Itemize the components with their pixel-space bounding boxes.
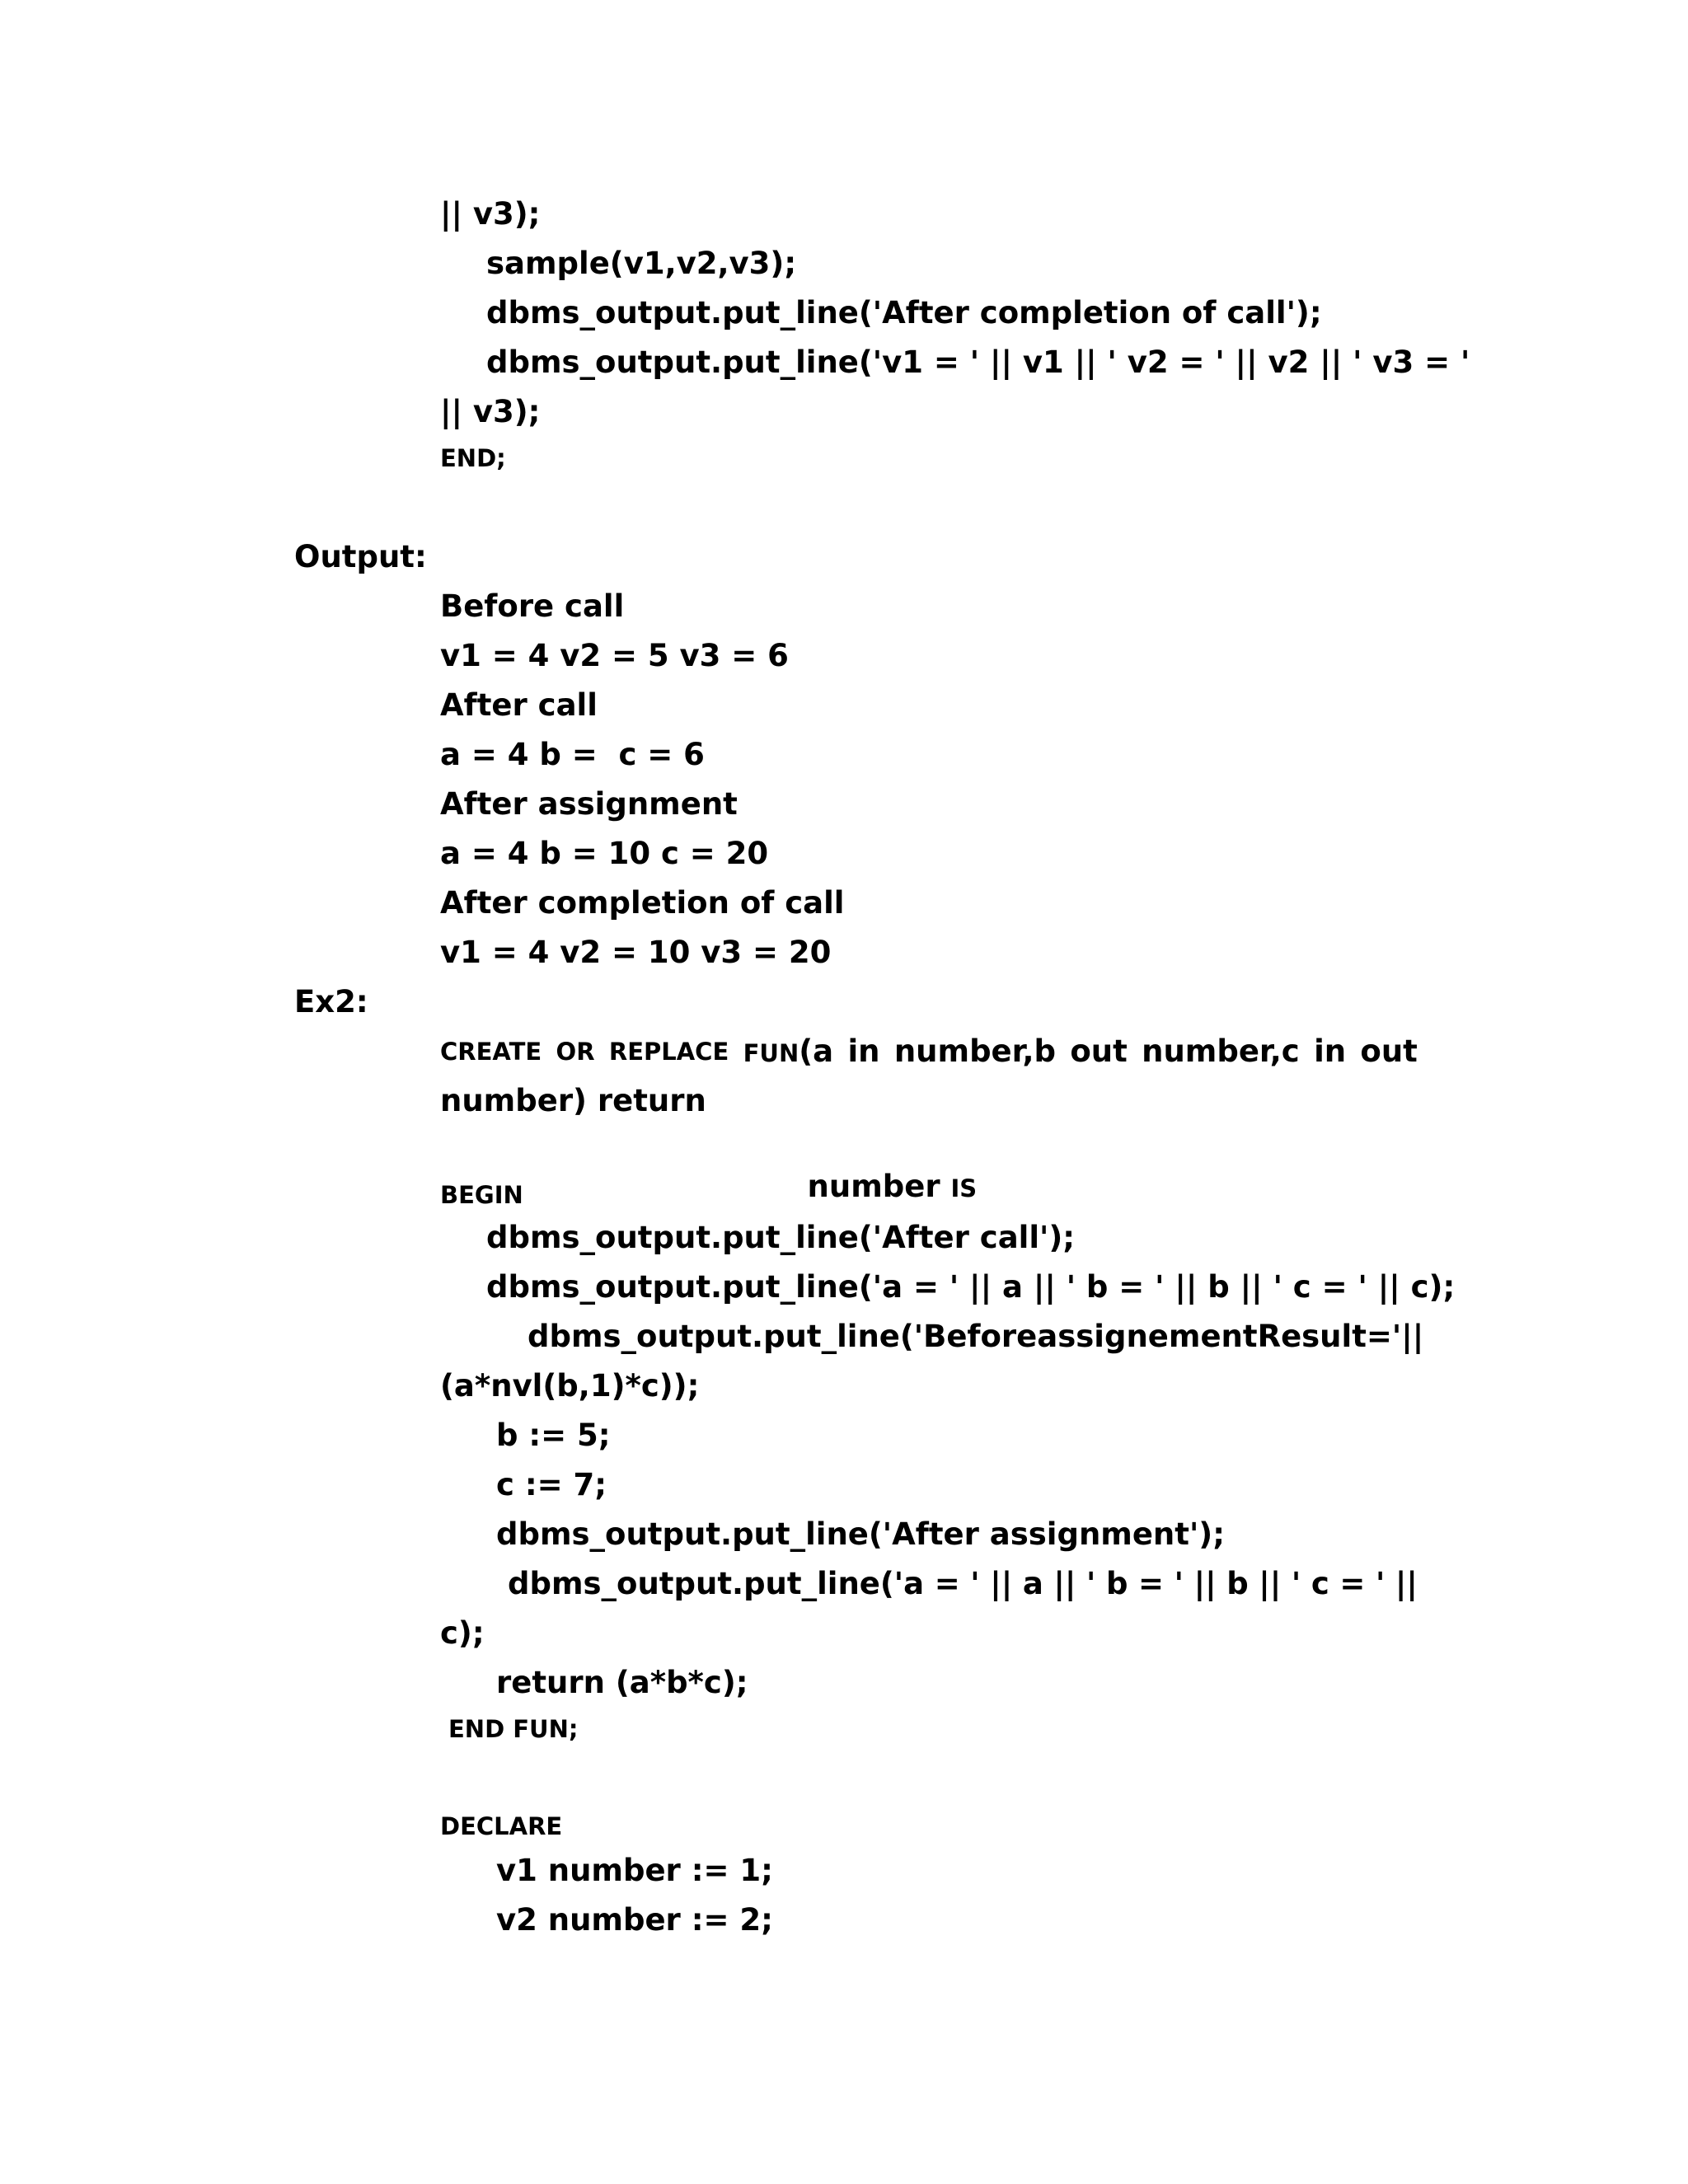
code-word: in (1314, 1033, 1347, 1069)
code-word: || (1259, 1566, 1282, 1601)
code-word: ' (1291, 1566, 1301, 1601)
output-line: After completion of call (440, 885, 845, 921)
code-keyword-line: END FUN; (448, 1715, 579, 1743)
code-line: dbms_output.put_line('v1 = ' || v1 || ' v2 = ' || v2 || ' v3 = ' (486, 344, 1470, 380)
output-line: After assignment (440, 786, 738, 822)
code-word: ' (1375, 1566, 1386, 1601)
code-line: return (a*b*c); (496, 1665, 748, 1700)
code-keyword: IS (950, 1174, 978, 1202)
code-word: || (990, 1566, 1013, 1601)
code-word: ' (1391, 1319, 1402, 1354)
code-line: v2 number := 2; (496, 1902, 773, 1938)
code-line: (a*nvl(b,1)*c)); (440, 1368, 700, 1404)
output-line: v1 = 4 v2 = 5 v3 = 6 (440, 638, 789, 673)
code-line: v1 number := 1; (496, 1853, 773, 1888)
code-word: b (1226, 1566, 1249, 1601)
code-word: number,b (893, 1033, 1056, 1069)
output-line: Before call (440, 588, 625, 624)
code-word: c (1311, 1566, 1329, 1601)
output-line: v1 = 4 v2 = 10 v3 = 20 (440, 935, 832, 970)
code-word: FUN(a (743, 1033, 834, 1069)
code-line: dbms_output.put_line('After completion of call'); (486, 295, 1322, 330)
code-word: a (1022, 1566, 1043, 1601)
put-line-abc-line (508, 1566, 1418, 1602)
code-word: dbms_output.put_line('a (508, 1566, 925, 1601)
code-word: number,c (1142, 1033, 1300, 1069)
code-line: b := 5; (496, 1418, 611, 1453)
code-keyword-line: DECLARE (440, 1812, 563, 1840)
code-word: ' (1174, 1566, 1184, 1601)
code-word: = (1366, 1319, 1392, 1354)
code-word: assignement (1037, 1319, 1258, 1354)
code-line: || v3); (440, 394, 541, 429)
output-line: a = 4 b = c = 6 (440, 737, 705, 772)
output-label: Output: (294, 539, 427, 574)
code-line: dbms_output.put_line('After assignment'); (496, 1516, 1225, 1552)
code-word: REPLACE (608, 1038, 729, 1066)
code-word: number (807, 1169, 940, 1204)
code-word: || (1395, 1566, 1418, 1601)
code-keyword-line: END; (440, 444, 506, 472)
code-word: OR (556, 1038, 595, 1066)
code-word: in (847, 1033, 880, 1069)
code-line: dbms_output.put_line('a = ' || a || ' b = ' || b || ' c = ' || c); (486, 1269, 1456, 1305)
output-line: After call (440, 687, 598, 723)
code-word: = (934, 1566, 960, 1601)
code-word: = (1138, 1566, 1165, 1601)
code-keyword-line: BEGIN (440, 1181, 523, 1209)
code-line: number) return (440, 1083, 706, 1118)
code-word: ' (1086, 1566, 1096, 1601)
code-word: CREATE (440, 1038, 542, 1066)
code-line: sample(v1,v2,v3); (486, 246, 797, 281)
code-word: Result (1257, 1319, 1367, 1354)
before-assignment-line (528, 1319, 1424, 1355)
code-word: || (1053, 1566, 1076, 1601)
create-statement-line (440, 1033, 1418, 1071)
code-line: dbms_output.put_line('After call'); (486, 1220, 1076, 1255)
code-line: c); (440, 1615, 485, 1651)
code-line: || v3); (440, 196, 541, 232)
code-word: || (1193, 1566, 1217, 1601)
code-word: dbms_output.put_line('Before (528, 1319, 1038, 1354)
output-line: a = 4 b = 10 c = 20 (440, 836, 769, 871)
ex2-label: Ex2: (294, 984, 368, 1019)
code-word: || (1401, 1319, 1424, 1354)
code-word: out (1070, 1033, 1128, 1069)
code-word: b (1105, 1566, 1128, 1601)
code-word: ' (970, 1566, 980, 1601)
code-word: out (1360, 1033, 1418, 1069)
code-word: = (1339, 1566, 1366, 1601)
code-line: c := 7; (496, 1467, 607, 1502)
